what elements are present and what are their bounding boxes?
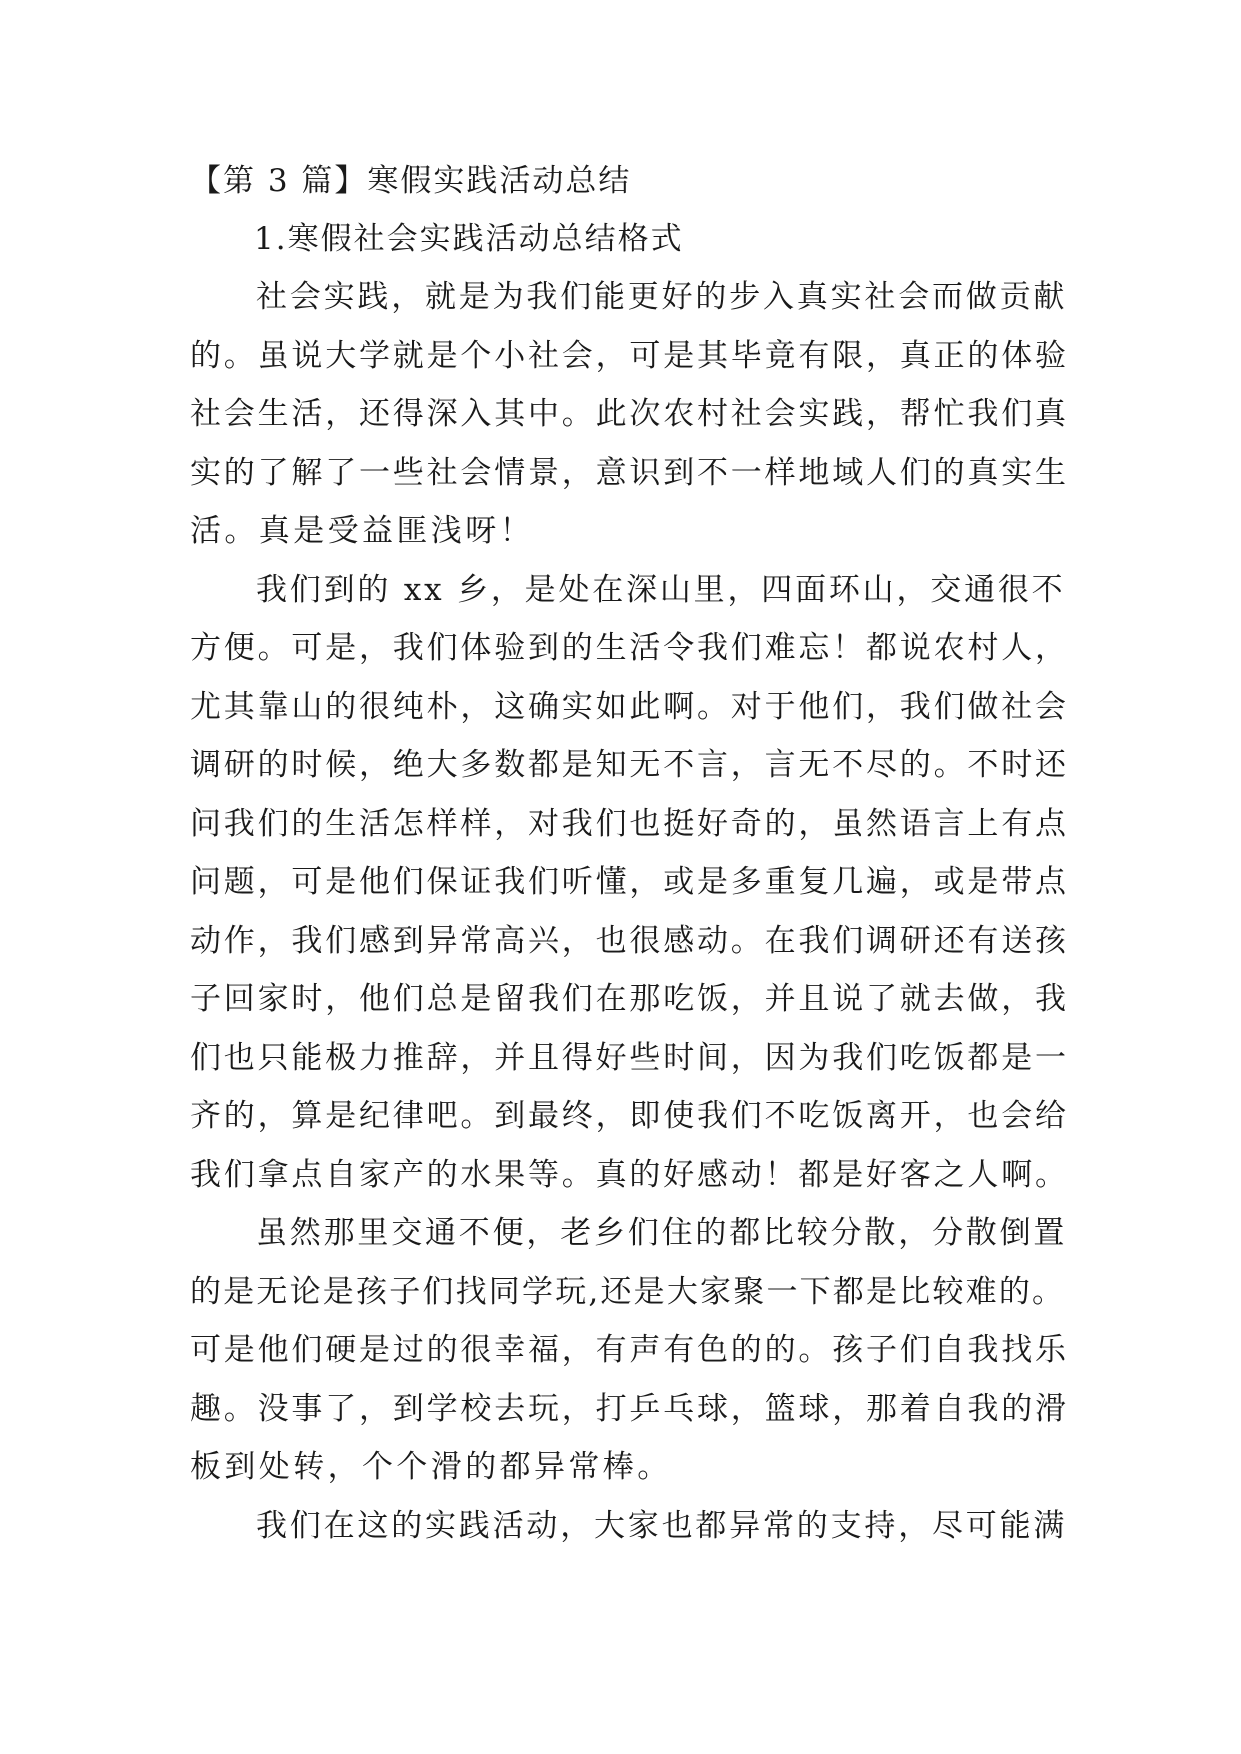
document-title: 【第 3 篇】寒假实践活动总结: [190, 163, 632, 199]
paragraph-4: [190, 1497, 1068, 1556]
paragraph-line: 齐的，算是纪律吧。到最终，即使我们不吃饭离开，也会给: [190, 1098, 1069, 1134]
paragraph-line: 可是他们硬是过的很幸福，有声有色的的。孩子们自我找乐: [190, 1332, 1069, 1368]
paragraph-line: 活。真是受益匪浅呀！: [190, 513, 534, 549]
paragraph-line: 虽然那里交通不便，老乡们住的都比较分散，分散倒置: [256, 1215, 1068, 1251]
paragraph-1: [190, 268, 1069, 561]
paragraph-line: 趣。没事了，到学校去玩，打乒乓球，篮球，那着自我的滑: [190, 1390, 1069, 1427]
paragraph-line: 动作，我们感到异常高兴，也很感动。在我们调研还有送孩: [190, 922, 1069, 959]
paragraph-line: 方便。可是，我们体验到的生活令我们难忘！都说农村人，: [190, 630, 1069, 666]
paragraph-line: 问我们的生活怎样样，对我们也挺好奇的，虽然语言上有点: [190, 805, 1069, 842]
paragraph-line: 实的了解了一些社会情景，意识到不一样地域人们的真实生: [190, 454, 1069, 491]
paragraph-line: 我们到的 xx 乡，是处在深山里，四面环山，交通很不: [256, 571, 1066, 608]
paragraph-line: 我们在这的实践活动，大家也都异常的支持，尽可能满: [256, 1507, 1068, 1544]
paragraph-line: 调研的时候，绝大多数都是知无不言，言无不尽的。不时还: [190, 747, 1069, 783]
paragraph-3: [190, 1204, 1069, 1497]
section-heading: 1.寒假社会实践活动总结格式: [254, 221, 684, 257]
paragraph-line: 的。虽说大学就是个小社会，可是其毕竟有限，真正的体验: [190, 337, 1069, 374]
paragraph-line: 板到处转，个个滑的都异常棒。: [190, 1449, 672, 1485]
paragraph-2: [190, 561, 1069, 1205]
paragraph-line: 们也只能极力推辞，并且得好些时间，因为我们吃饭都是一: [190, 1039, 1069, 1076]
paragraph-line: 子回家时，他们总是留我们在那吃饭，并且说了就去做，我: [190, 981, 1069, 1017]
paragraph-line: 我们拿点自家产的水果等。真的好感动！都是好客之人啊。: [190, 1156, 1069, 1193]
paragraph-line: 社会实践，就是为我们能更好的步入真实社会而做贡献: [256, 279, 1068, 315]
paragraph-line: 社会生活，还得深入其中。此次农村社会实践，帮忙我们真: [190, 396, 1069, 432]
paragraph-line: 的是无论是孩子们找同学玩,还是大家聚一下都是比较难的。: [190, 1273, 1066, 1310]
document-body: [190, 152, 1069, 1555]
paragraph-line: 问题，可是他们保证我们听懂，或是多重复几遍，或是带点: [190, 864, 1069, 900]
paragraph-line: 尤其靠山的很纯朴，这确实如此啊。对于他们，我们做社会: [190, 688, 1069, 725]
